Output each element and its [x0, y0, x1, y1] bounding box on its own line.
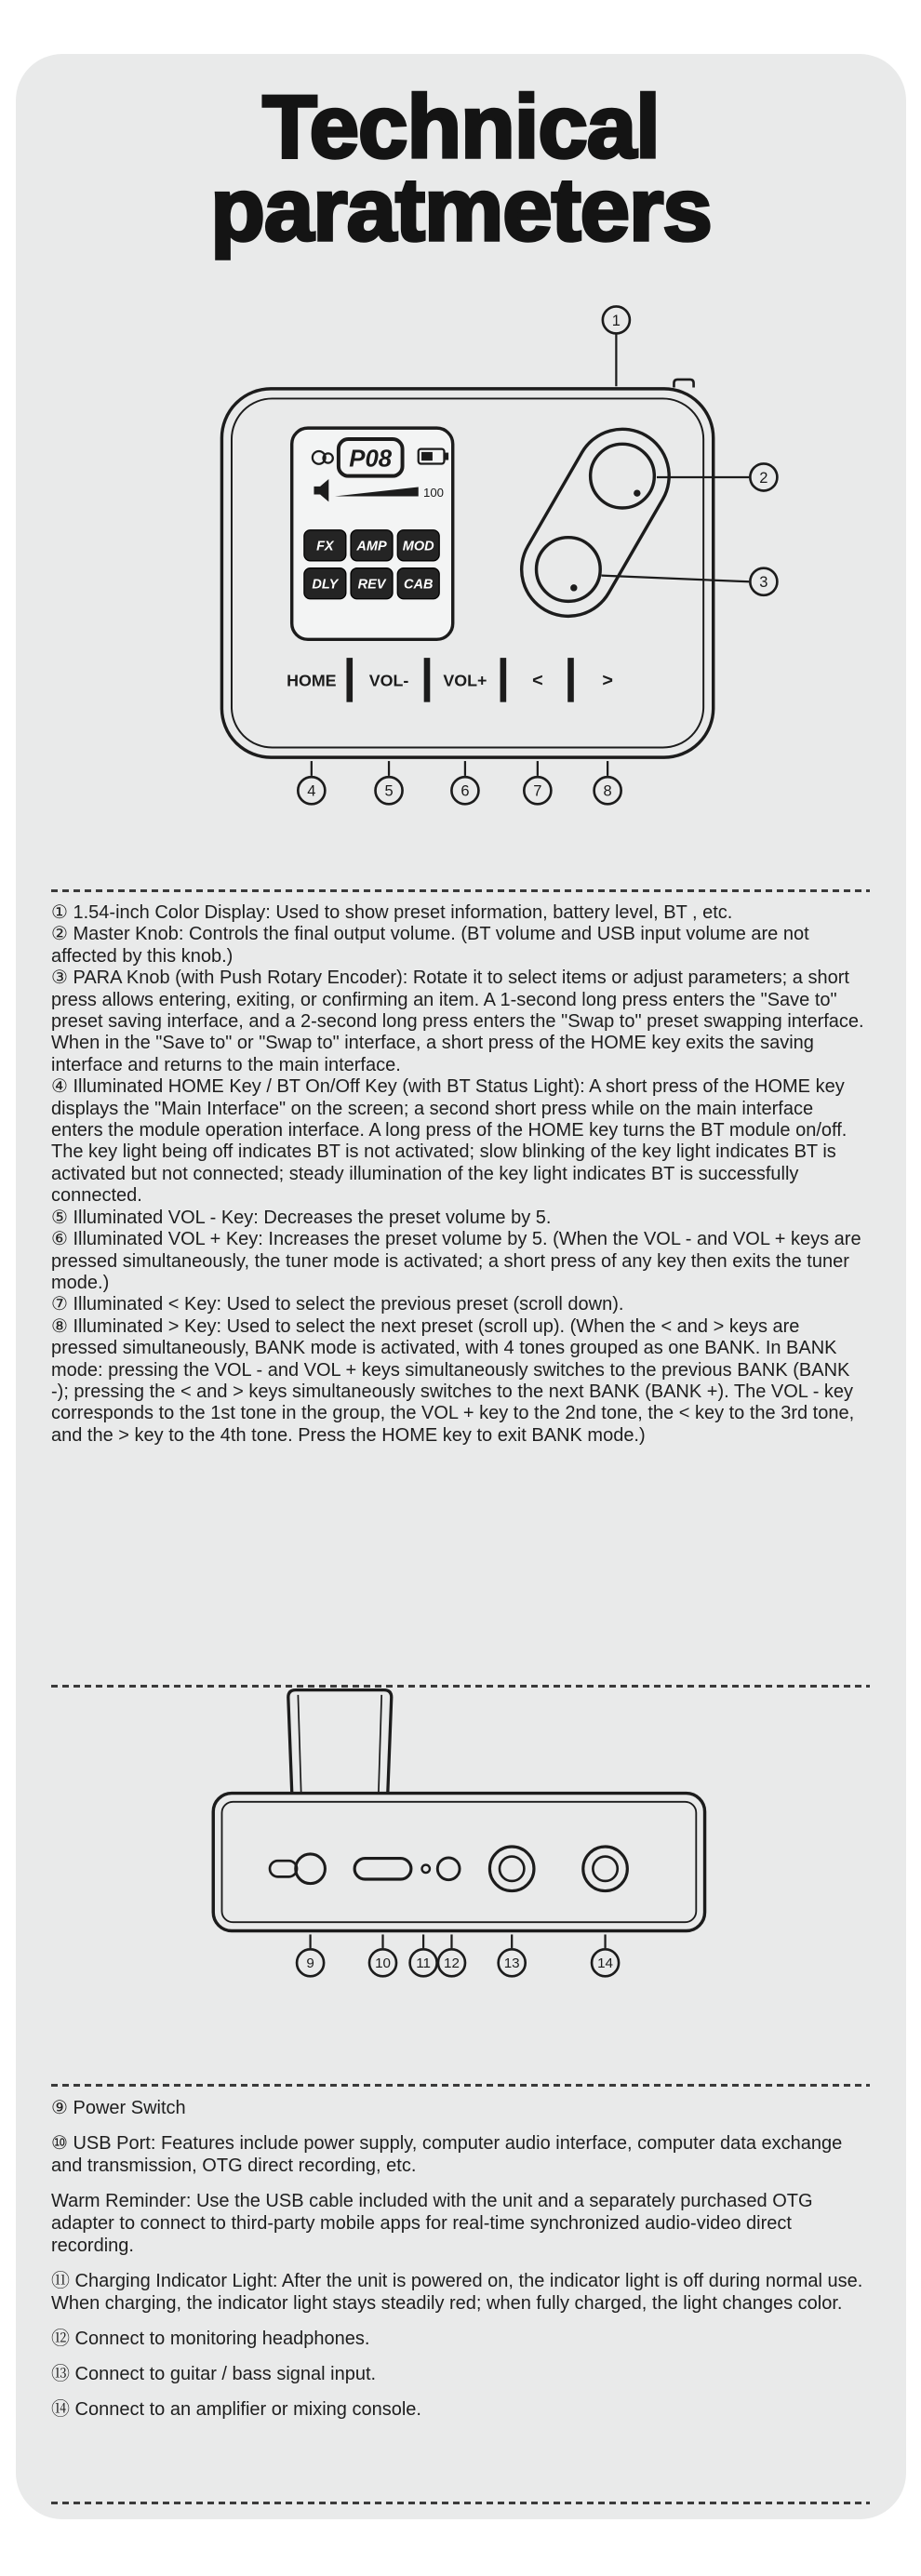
power-switch: [270, 1854, 325, 1884]
controls-section: [51, 889, 870, 1688]
item-next-key: ⑧ Illuminated > Key: Used to select the next preset (scroll up). (When the < and > keys are pressed simultaneously, BANK mode is activated, with 4 tones grouped as one BANK. In BANK mode: pressing the VOL - and VOL + keys simultaneously switches to the previous BANK (BANK -); pressing the < and > keys simultaneously switches to the next BANK (BANK +). The VOL - key corresponds to the 1st tone in the group, the VOL + key to the 2nd tone, the < key to the 3rd tone, and the > key to the 4th tone. Press the HOME key to exit BANK mode.): [51, 1315, 855, 1446]
rear-view-diagram: [140, 1676, 791, 1986]
callout-5-number: 5: [384, 782, 394, 800]
master-knob: [591, 444, 655, 508]
cab-label: CAB: [404, 577, 434, 593]
item-para-knob: ③ PARA Knob (with Push Rotary Encoder): Rotate it to select items or adjust parameters; a short press allows entering, exiting, or confirming an item. A 1-second long press enters the "Save to" preset saving interface, and a 2-second long press enters the "Swap to" preset swapping interface. When in the "Save to" or "Swap to" interface, a short press of the HOME key exits the saving interface and returns to the main interface.: [51, 968, 864, 1075]
callout-14-number: 14: [597, 1955, 614, 1972]
headphone-jack: [437, 1858, 460, 1880]
item-display: ① 1.54-inch Color Display: Used to show preset information, battery level, BT , etc.: [51, 902, 733, 923]
callout-7-number: 7: [533, 782, 542, 800]
controls-text: [51, 902, 870, 1447]
dashed-divider-bottom: [51, 2502, 870, 2504]
callout-6-number: 6: [460, 782, 470, 800]
item-headphones: ⑫ Connect to monitoring headphones.: [51, 2329, 370, 2349]
preset-text: P08: [349, 446, 393, 473]
callout-12-number: 12: [444, 1955, 460, 1972]
item-guitar-input: ⑬ Connect to guitar / bass signal input.: [51, 2364, 377, 2384]
usb-c-port: [354, 1859, 411, 1879]
manual-card: [16, 54, 906, 2519]
callout-9-number: 9: [306, 1955, 314, 1972]
master-knob-profile: [288, 1690, 392, 1794]
front-view-diagram: [197, 298, 848, 814]
vol-plus-key-label: VOL+: [443, 671, 487, 690]
item-vol-minus-key: ⑤ Illuminated VOL - Key: Decreases the preset volume by 5.: [51, 1207, 552, 1228]
callout-1-number: 1: [611, 312, 621, 329]
dashed-divider-top: [51, 889, 870, 892]
power-nub: [674, 380, 693, 388]
ports-section: [51, 2084, 870, 2504]
input-jack: [489, 1847, 534, 1891]
para-knob: [537, 538, 601, 602]
item-charging-led: ⑪ Charging Indicator Light: After the unit is powered on, the indicator light is off during normal use. When charging, the indicator light stays steadily red; when fully charged, the light changes color.: [51, 2271, 863, 2314]
output-jack: [583, 1847, 628, 1891]
bottom-callout-lines: [312, 761, 607, 776]
item-home-key: ④ Illuminated HOME Key / BT On/Off Key (with BT Status Light): A short press of the HOME key displays the "Main Interface" on the screen; a second short press while on the main interface enters the module operation interface. A long press of the HOME key turns the BT module on/off. The key light being off indicates BT is not activated; slow blinking of the key light indicates BT is activated but not connected; steady illumination of the key light indicates BT is successfully connected.: [51, 1076, 848, 1207]
dly-label: DLY: [312, 577, 339, 593]
callout-3: [602, 568, 778, 595]
item-vol-plus-key: ⑥ Illuminated VOL + Key: Increases the preset volume by 5. (When the VOL - and VOL + keys are pressed simultaneously, the tuner mode is activated; a short press of any key then exits the tuner mode.): [51, 1229, 861, 1293]
master-knob-indicator: [634, 489, 640, 496]
bottom-callout-circles: [298, 777, 621, 804]
prev-key-label: <: [532, 670, 543, 691]
rev-label: REV: [357, 577, 386, 593]
volume-value: 100: [423, 486, 445, 501]
item-amp-output: ⑭ Connect to an amplifier or mixing console.: [51, 2399, 421, 2420]
charging-led: [422, 1865, 430, 1873]
page-title: [16, 77, 906, 260]
callout-11-number: 11: [416, 1955, 431, 1972]
dashed-divider-top: [51, 2084, 870, 2087]
rear-callout-lines: [311, 1934, 606, 1948]
device-rear-outline: [213, 1794, 704, 1931]
para-knob-indicator: [570, 584, 577, 591]
item-warm-reminder: Warm Reminder: Use the USB cable included with the unit and a separately purchased OTG adapter to connect to third-party mobile apps for real-time synchronized audio-video direct recording.: [51, 2191, 813, 2256]
vol-minus-key-label: VOL-: [368, 671, 409, 690]
home-key-label: HOME: [287, 671, 337, 690]
amp-label: AMP: [356, 539, 387, 554]
ports-text: [51, 2097, 870, 2434]
callout-3-number: 3: [759, 574, 768, 592]
callout-10-number: 10: [375, 1955, 391, 1972]
next-key-label: >: [602, 670, 613, 691]
title-line-1: Technical: [262, 77, 660, 177]
callout-8-number: 8: [603, 782, 612, 800]
item-power-switch: ⑨ Power Switch: [51, 2098, 186, 2118]
callout-13-number: 13: [503, 1955, 520, 1972]
front-view-svg: [197, 298, 848, 814]
knob-panel: [504, 412, 686, 634]
rear-view-svg: [140, 1676, 791, 1986]
item-master-knob: ② Master Knob: Controls the final output volume. (BT volume and USB input volume are not affected by this knob.): [51, 924, 809, 967]
item-usb-port: ⑩ USB Port: Features include power supply, computer audio interface, computer data exchange and transmission, OTG direct recording, etc.: [51, 2133, 843, 2176]
fx-label: FX: [316, 539, 334, 554]
mod-label: MOD: [402, 539, 434, 554]
title-line-2: paratmeters: [210, 160, 712, 260]
callout-4-number: 4: [307, 782, 316, 800]
item-prev-key: ⑦ Illuminated < Key: Used to select the previous preset (scroll down).: [51, 1294, 624, 1315]
callout-2-number: 2: [759, 469, 768, 487]
